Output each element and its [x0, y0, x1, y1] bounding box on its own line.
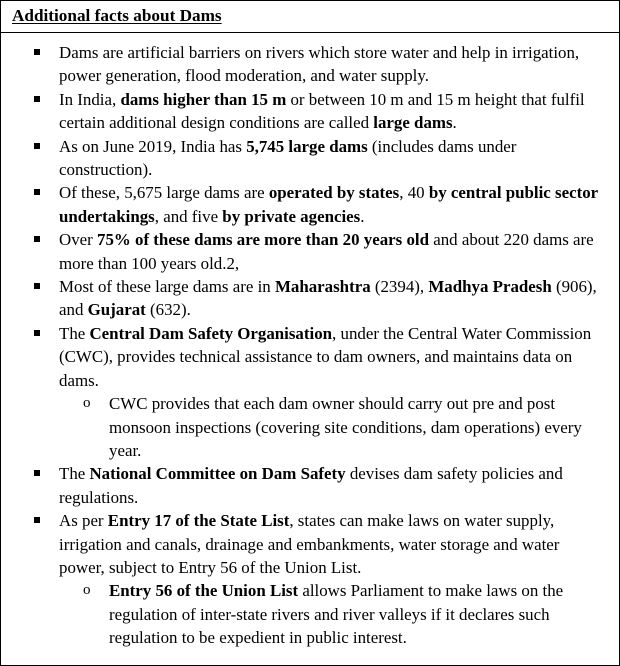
bold-text: Entry 17 of the State List	[107, 511, 290, 531]
square-bullet-icon	[34, 517, 40, 523]
bold-text: Maharashtra	[274, 277, 371, 297]
fact-list	[1, 41, 619, 650]
square-bullet-icon	[34, 470, 40, 476]
fact-item	[1, 181, 619, 228]
sub-fact-item	[59, 579, 609, 649]
bold-text: National Committee on Dam Safety	[89, 464, 346, 484]
text: Over	[59, 230, 97, 250]
bold-text: Madhya Pradesh	[428, 277, 552, 297]
circle-bullet-icon: o	[83, 582, 91, 599]
text: .	[360, 206, 365, 226]
bold-text: dams higher than 15 m	[120, 89, 287, 109]
fact-item	[1, 88, 619, 135]
text: or between 10 m and 15 m height that fulfil certain additional design conditions are called	[59, 89, 585, 133]
text: As on June 2019, India has	[59, 136, 247, 156]
text: As per	[59, 511, 108, 531]
bold-text: Central Dam Safety Organisation	[89, 323, 333, 343]
square-bullet-icon	[34, 96, 40, 102]
square-bullet-icon	[34, 49, 40, 55]
bold-text: large dams	[373, 113, 453, 133]
text: (includes dams under construction).	[59, 136, 517, 180]
square-bullet-icon	[34, 143, 40, 149]
text: Of these, 5,675 large dams are	[59, 183, 269, 203]
fact-item	[1, 135, 619, 182]
sub-fact-list	[59, 392, 609, 462]
text: The	[59, 464, 90, 484]
text: , states can make laws on water supply, irrigation and canals, drainage and embankments, water storage and water power, subject to Entry 56 of the Union List.	[59, 511, 560, 577]
text: , 40	[399, 183, 429, 203]
square-bullet-icon	[34, 283, 40, 289]
fact-item	[1, 322, 619, 462]
text: The	[59, 323, 90, 343]
fact-item	[1, 462, 619, 509]
fact-item	[1, 509, 619, 649]
bold-text: 75% of these dams are more than 20 years old	[97, 230, 429, 250]
bold-text: Gujarat	[87, 300, 146, 320]
bold-text: 5,745 large dams	[246, 136, 368, 156]
square-bullet-icon	[34, 236, 40, 242]
fact-item	[1, 228, 619, 275]
text: In India,	[59, 89, 121, 109]
sub-fact-item	[59, 392, 609, 462]
bold-text: by central public sector undertakings	[59, 183, 598, 226]
text: CWC provides that each dam owner should carry out pre and post monsoon inspections (covering site conditions, dam operations) every year.	[109, 394, 582, 460]
bold-text: by private agencies	[222, 206, 361, 226]
text: .	[452, 113, 457, 133]
text: , under the Central Water Commission (CWC), provides technical assistance to dam owners, and maintains data on dams.	[59, 323, 592, 390]
text: allows Parliament to make laws on the regulation of inter-state rivers and river valleys if it declares such regulation to be expedient in public interest.	[109, 581, 564, 648]
fact-item	[1, 41, 619, 88]
box-header	[1, 1, 619, 33]
fact-item	[1, 275, 619, 322]
text: (906), and	[59, 277, 597, 320]
square-bullet-icon	[34, 330, 40, 336]
bold-text: Entry 56 of the Union List	[109, 581, 299, 601]
text: , and five	[154, 206, 223, 226]
bold-text: operated by states	[268, 183, 400, 203]
text: (2394),	[370, 277, 429, 297]
circle-bullet-icon: o	[83, 395, 91, 412]
text: Dams are artificial barriers on rivers which store water and help in irrigation, power generation, flood moderation, and water supply.	[59, 43, 580, 86]
square-bullet-icon	[34, 189, 40, 195]
text: devises dam safety policies and regulations.	[59, 464, 563, 507]
sub-fact-list	[59, 579, 609, 649]
text: Most of these large dams are in	[59, 277, 275, 297]
box-title: Additional facts about Dams	[12, 6, 222, 25]
text: and about 220 dams are more than 100 years old.2,	[59, 230, 594, 273]
text: (632).	[145, 300, 191, 320]
